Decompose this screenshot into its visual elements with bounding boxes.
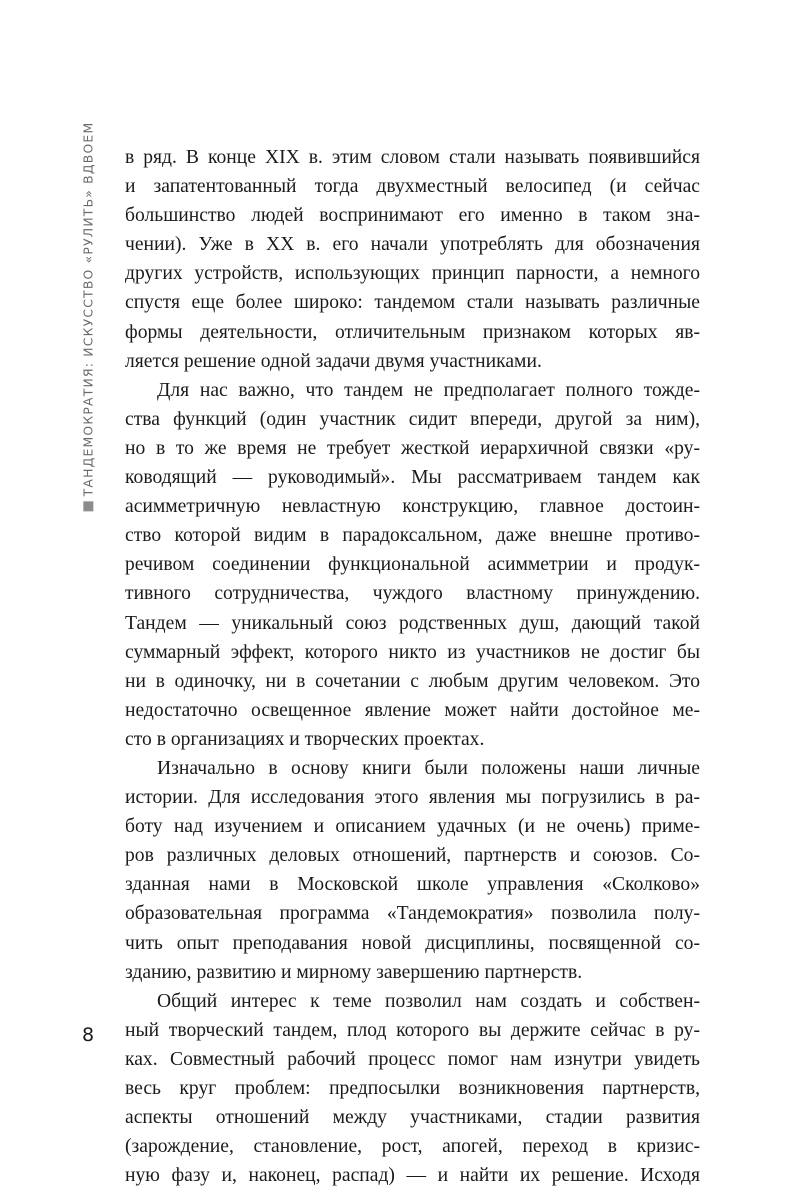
text-line: ляется решение одной задачи двумя участниками.	[125, 350, 542, 372]
text-line: зданию, развитию и мирному завершению партнерств.	[125, 961, 583, 983]
text-line: весь круг проблем: предпосылки возникновения партнерств,	[125, 1078, 700, 1099]
text-line: тивного сотрудничества, чуждого властному принуждению.	[125, 583, 700, 605]
text-line: недостаточно освещенное явление может найти достойное ме-	[125, 699, 700, 721]
text-line: (зарождение, становление, рост, апогей, переход в кризис-	[125, 1136, 700, 1158]
text-line: в ряд. В конце XIX в. этим словом стали называть появившийся	[125, 147, 700, 168]
text-line: других устройств, использующих принцип парности, а немного	[125, 263, 700, 285]
text-line: боту над изучением и описанием удачных (и не очень) приме-	[125, 816, 700, 838]
paragraph	[125, 376, 700, 754]
text-line: Общий интерес к теме позволил нам создать и собствен-	[157, 990, 700, 1012]
text-line: спустя еще более широко: тандемом стали называть различные	[125, 292, 700, 314]
text-line: ство которой видим в парадоксальном, даже внешне противо-	[125, 525, 700, 547]
text-line: большинство людей воспринимают его именно в таком зна-	[125, 205, 700, 227]
text-line: Для нас важно, что тандем не предполагает полного тожде-	[157, 379, 700, 401]
text-line: чении). Уже в XX в. его начали употреблять для обозначения	[125, 234, 700, 256]
text-line: аспекты отношений между участниками, стадии развития	[125, 1107, 700, 1129]
square-icon	[83, 501, 93, 511]
text-line: суммарный эффект, которого никто из участников не достиг бы	[125, 641, 700, 663]
page-number: 8	[82, 1024, 95, 1046]
running-head-text: ТАНДЕМОКРАТИЯ: ИСКУССТВО «РУЛИТЬ» ВДВОЕМ	[80, 121, 96, 496]
running-head	[77, 121, 99, 496]
text-line: сто в организациях и творческих проектах.	[125, 728, 485, 750]
text-line: Изначально в основу книги были положены наши личные	[157, 757, 700, 779]
text-line: ках. Совместный рабочий процесс помог нам изнутри увидеть	[125, 1048, 700, 1070]
text-line: речивом соединении функциональной асимметрии и продук-	[125, 554, 700, 576]
paragraph	[125, 754, 700, 987]
text-line: Тандем — уникальный союз родственных душ, дающий такой	[125, 612, 700, 634]
paragraph	[125, 987, 700, 1191]
text-line: и запатентованный тогда двухместный велосипед (и сейчас	[125, 176, 700, 198]
text-line: ную фазу и, наконец, распад) — и найти их решение. Исходя	[125, 1165, 700, 1187]
text-line: истории. Для исследования этого явления мы погрузились в ра-	[125, 787, 700, 809]
text-line: ства функций (один участник сидит впереди, другой за ним),	[125, 408, 700, 430]
text-line: но в то же время не требует жесткой иерархичной связки «ру-	[125, 437, 700, 459]
text-line: ководящий — руководимый». Мы рассматриваем тандем как	[125, 467, 700, 489]
text-line: ный творческий тандем, плод которого вы держите сейчас в ру-	[125, 1019, 700, 1041]
text-line: формы деятельности, отличительным признаком которых яв-	[125, 321, 700, 343]
text-line: ров различных деловых отношений, партнерств и союзов. Со-	[125, 845, 700, 867]
body-text	[125, 143, 700, 1190]
text-line: образовательная программа «Тандемократия» позволила полу-	[125, 903, 700, 925]
paragraph	[125, 143, 700, 376]
text-line: зданная нами в Московской школе управления «Сколково»	[125, 874, 700, 896]
text-line: асимметричную невластную конструкцию, главное достоин-	[125, 496, 700, 518]
text-line: ни в одиночку, ни в сочетании с любым другим человеком. Это	[125, 670, 700, 692]
text-line: чить опыт преподавания новой дисциплины, посвященной со-	[125, 932, 700, 954]
